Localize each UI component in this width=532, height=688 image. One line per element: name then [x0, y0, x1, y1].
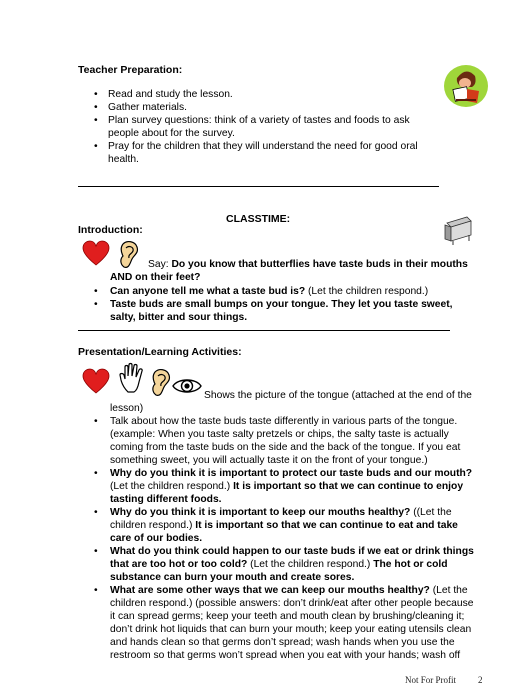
teacher-prep-heading: Teacher Preparation: [78, 64, 183, 76]
list-item: • Gather materials. [94, 102, 187, 113]
classtime-heading: CLASSTIME: [226, 213, 291, 225]
list-item: • Taste buds are small bumps on your tongue. They let you taste sweet, salty, bitter and sour things. [94, 299, 453, 323]
list-item: • Why do you think it is important to keep our mouths healthy? ((Let the children respond.) It is important so that we can continue to eat and take care of our bodies. [94, 507, 458, 544]
list-item: • Read and study the lesson. [94, 89, 233, 100]
section-divider [78, 186, 439, 187]
introduction-say: Say: Do you know that butterflies have taste buds in their mouths AND on their feet? [110, 259, 468, 283]
list-item: • Why do you think it is important to protect our taste buds and our mouth? (Let the children respond.) It is important so that we can continue to enjoy tasting different foods. [94, 468, 473, 505]
heart-icon [82, 240, 110, 266]
section-divider [78, 330, 450, 331]
list-item: • What do you think could happen to our taste buds if we eat or drink things that are too hot or too cold? (Let the children respond.) The hot or cold substance can burn your mouth and create sores. [94, 546, 474, 583]
reading-person-icon [443, 64, 489, 108]
school-desk-icon [443, 213, 473, 245]
list-item: • What are some other ways that we can keep our mouths healthy? (Let the children respond.) (possible answers: don’t drink/eat after other people because it can spread germs; keep your teeth and mouth clean by brushing/cleaning it; don’t drink hot liquids that can burn your mouth; keep your eating utensils clean and hands clean so that germs don’t spread; wash hands when you use the restroom so that germs won’t spread when you eat with your hands; wash off [94, 585, 474, 661]
list-item: • Can anyone tell me what a taste bud is? (Let the children respond.) [94, 286, 429, 297]
presentation-intro: Shows the picture of the tongue (attached at the end of the lesson) [110, 390, 472, 414]
list-item: • Talk about how the taste buds taste differently in various parts of the tongue. (example: When you taste salty pretzels or chips, the salty taste is actually coming from the taste buds on the side and the back of the tongue. If you eat something sweet, you will actually taste it on the front of your tongue.) [94, 416, 461, 466]
introduction-heading: Introduction: [78, 224, 143, 236]
teacher-prep-list [94, 88, 438, 166]
footer-note: Not For Profit [405, 675, 457, 685]
list-item: • Pray for the children that they will understand the need for good oral health. [94, 141, 418, 165]
page-number: 2 [478, 675, 483, 685]
heart-icon [82, 368, 110, 394]
presentation-heading: Presentation/Learning Activities: [78, 346, 242, 358]
list-item: • Plan survey questions: think of a variety of tastes and foods to ask people about for the survey. [94, 115, 410, 139]
